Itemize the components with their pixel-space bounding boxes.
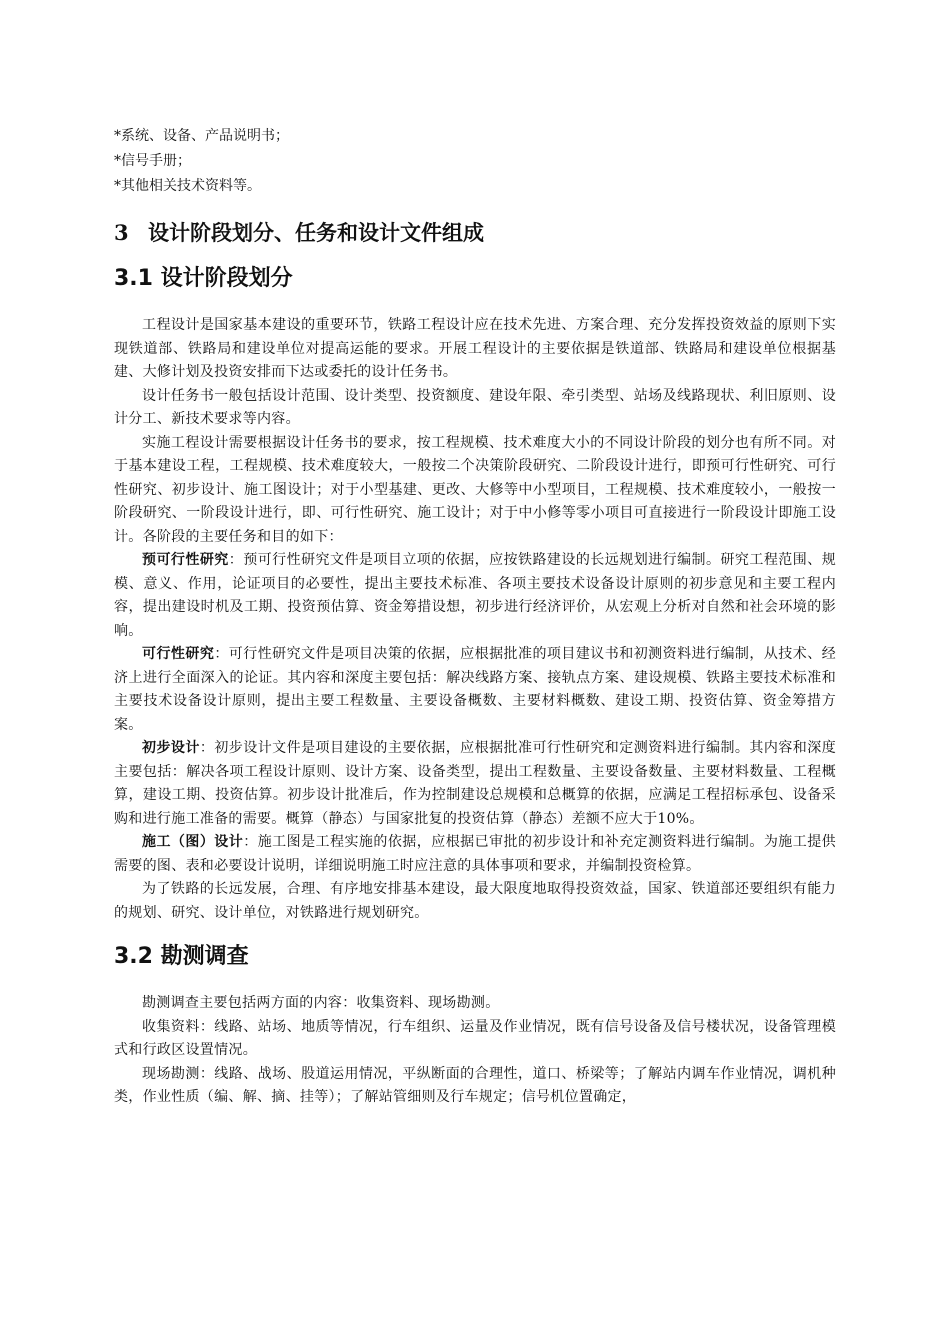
paragraph-engineering-design: 工程设计是国家基本建设的重要环节，铁路工程设计应在技术先进、方案合理、充分发挥投资效益的原则下实现铁道部、铁路局和建设单位对提高运能的要求。开展工程设计的主要依据是铁道部、铁路局和建设单位根据基建、大修计划及投资安排而下达或委托的设计任务书。	[114, 317, 836, 380]
pre-feasibility-text: ：预可行性研究文件是项目立项的依据，应按铁路建设的长远规划进行编制。研究工程范围、规模、意义、作用，论证项目的必要性，提出主要技术标准、各项主要技术设备设计原则的初步意见和主要工程内容，提出建设时机及工期、投资预估算、资金筹措设想，初步进行经济评价，从宏观上分析对自然和社会环境的影响。	[114, 552, 836, 639]
paragraph-design-brief: 设计任务书一般包括设计范围、设计类型、投资额度、建设年限、牵引类型、站场及线路现状、利旧原则、设计分工、新技术要求等内容。	[114, 387, 836, 427]
section-3-number: 3	[114, 220, 129, 245]
paragraph-preliminary-design	[114, 737, 836, 831]
paragraph-survey-overview: 勘测调查主要包括两方面的内容：收集资料、现场勘测。	[142, 995, 500, 1011]
construction-design-text: ：施工图是工程实施的依据，应根据已审批的初步设计和补充定测资料进行编制。为施工提供需要的图、表和必要设计说明，详细说明施工时应注意的具体事项和要求，并编制投资检算。	[114, 834, 836, 874]
preliminary-design-text: ：初步设计文件是项目建设的主要依据，应根据批准可行性研究和定测资料进行编制。其内容和深度主要包括：解决各项工程设计原则、设计方案、设备类型，提出工程数量、主要设备数量、主要材料数量、工程概算，建设工期、投资估算。初步设计批准后，作为控制建设总规模和总概算的依据，应满足工程招标承包、设备采购和进行施工准备的需要。概算（静态）与国家批复的投资估算（静态）差额不应大于10%。	[114, 740, 837, 827]
paragraph-pre-feasibility	[114, 549, 836, 643]
pre-feasibility-label: 预可行性研究	[142, 552, 229, 568]
paragraph-feasibility	[114, 643, 836, 737]
feasibility-text: ：可行性研究文件是项目决策的依据，应根据批准的项目建议书和初测资料进行编制，从技术、经济上进行全面深入的论证。其内容和深度主要包括：解决线路方案、接轨点方案、建设规模、铁路主要技术标准和主要技术设备设计原则，提出主要工程数量、主要设备概数、主要材料概数、建设工期、投资估算、资金筹措方案。	[114, 646, 836, 733]
paragraph-site-survey: 现场勘测：线路、战场、股道运用情况，平纵断面的合理性，道口、桥梁等；了解站内调车作业情况，调机种类，作业性质（编、解、摘、挂等）；了解站管细则及行车规定；信号机位置确定，	[114, 1065, 836, 1105]
section-3-heading	[114, 219, 836, 247]
bullet-other-docs: *其他相关技术资料等。	[114, 178, 261, 194]
document-body	[114, 124, 836, 1110]
bullet-manuals: *系统、设备、产品说明书；	[114, 128, 289, 144]
section-3-1-heading: 3.1 设计阶段划分	[114, 266, 293, 291]
construction-design-label: 施工（图）设计	[142, 834, 244, 850]
paragraph-design-stages: 实施工程设计需要根据设计任务书的要求，按工程规模、技术难度大小的不同设计阶段的划分也有所不同。对于基本建设工程，工程规模、技术难度较大，一般按二个决策阶段研究、二阶段设计进行，即预可行性研究、可行性研究、初步设计、施工图设计；对于小型基建、更改、大修等中小型项目，工程规模、技术难度较小，一般按一阶段研究、一阶段设计进行，即、可行性研究、施工设计；对于中小修等零小项目可直接进行一阶段设计即施工设计。各阶段的主要任务和目的如下：	[114, 434, 836, 545]
bullet-signal-handbook: *信号手册；	[114, 153, 191, 169]
feasibility-label: 可行性研究	[142, 646, 215, 662]
paragraph-data-collection: 收集资料：线路、站场、地质等情况，行车组织、运量及作业情况，既有信号设备及信号楼状况，设备管理模式和行政区设置情况。	[114, 1018, 836, 1058]
section-3-title: 设计阶段划分、任务和设计文件组成	[148, 220, 484, 245]
preliminary-design-label: 初步设计	[142, 740, 200, 756]
section-3-2-heading: 3.2 勘测调查	[114, 944, 249, 969]
paragraph-planning-research: 为了铁路的长远发展，合理、有序地安排基本建设，最大限度地取得投资效益，国家、铁道部还要组织有能力的规划、研究、设计单位，对铁路进行规划研究。	[114, 881, 836, 921]
paragraph-construction-design	[114, 831, 836, 878]
